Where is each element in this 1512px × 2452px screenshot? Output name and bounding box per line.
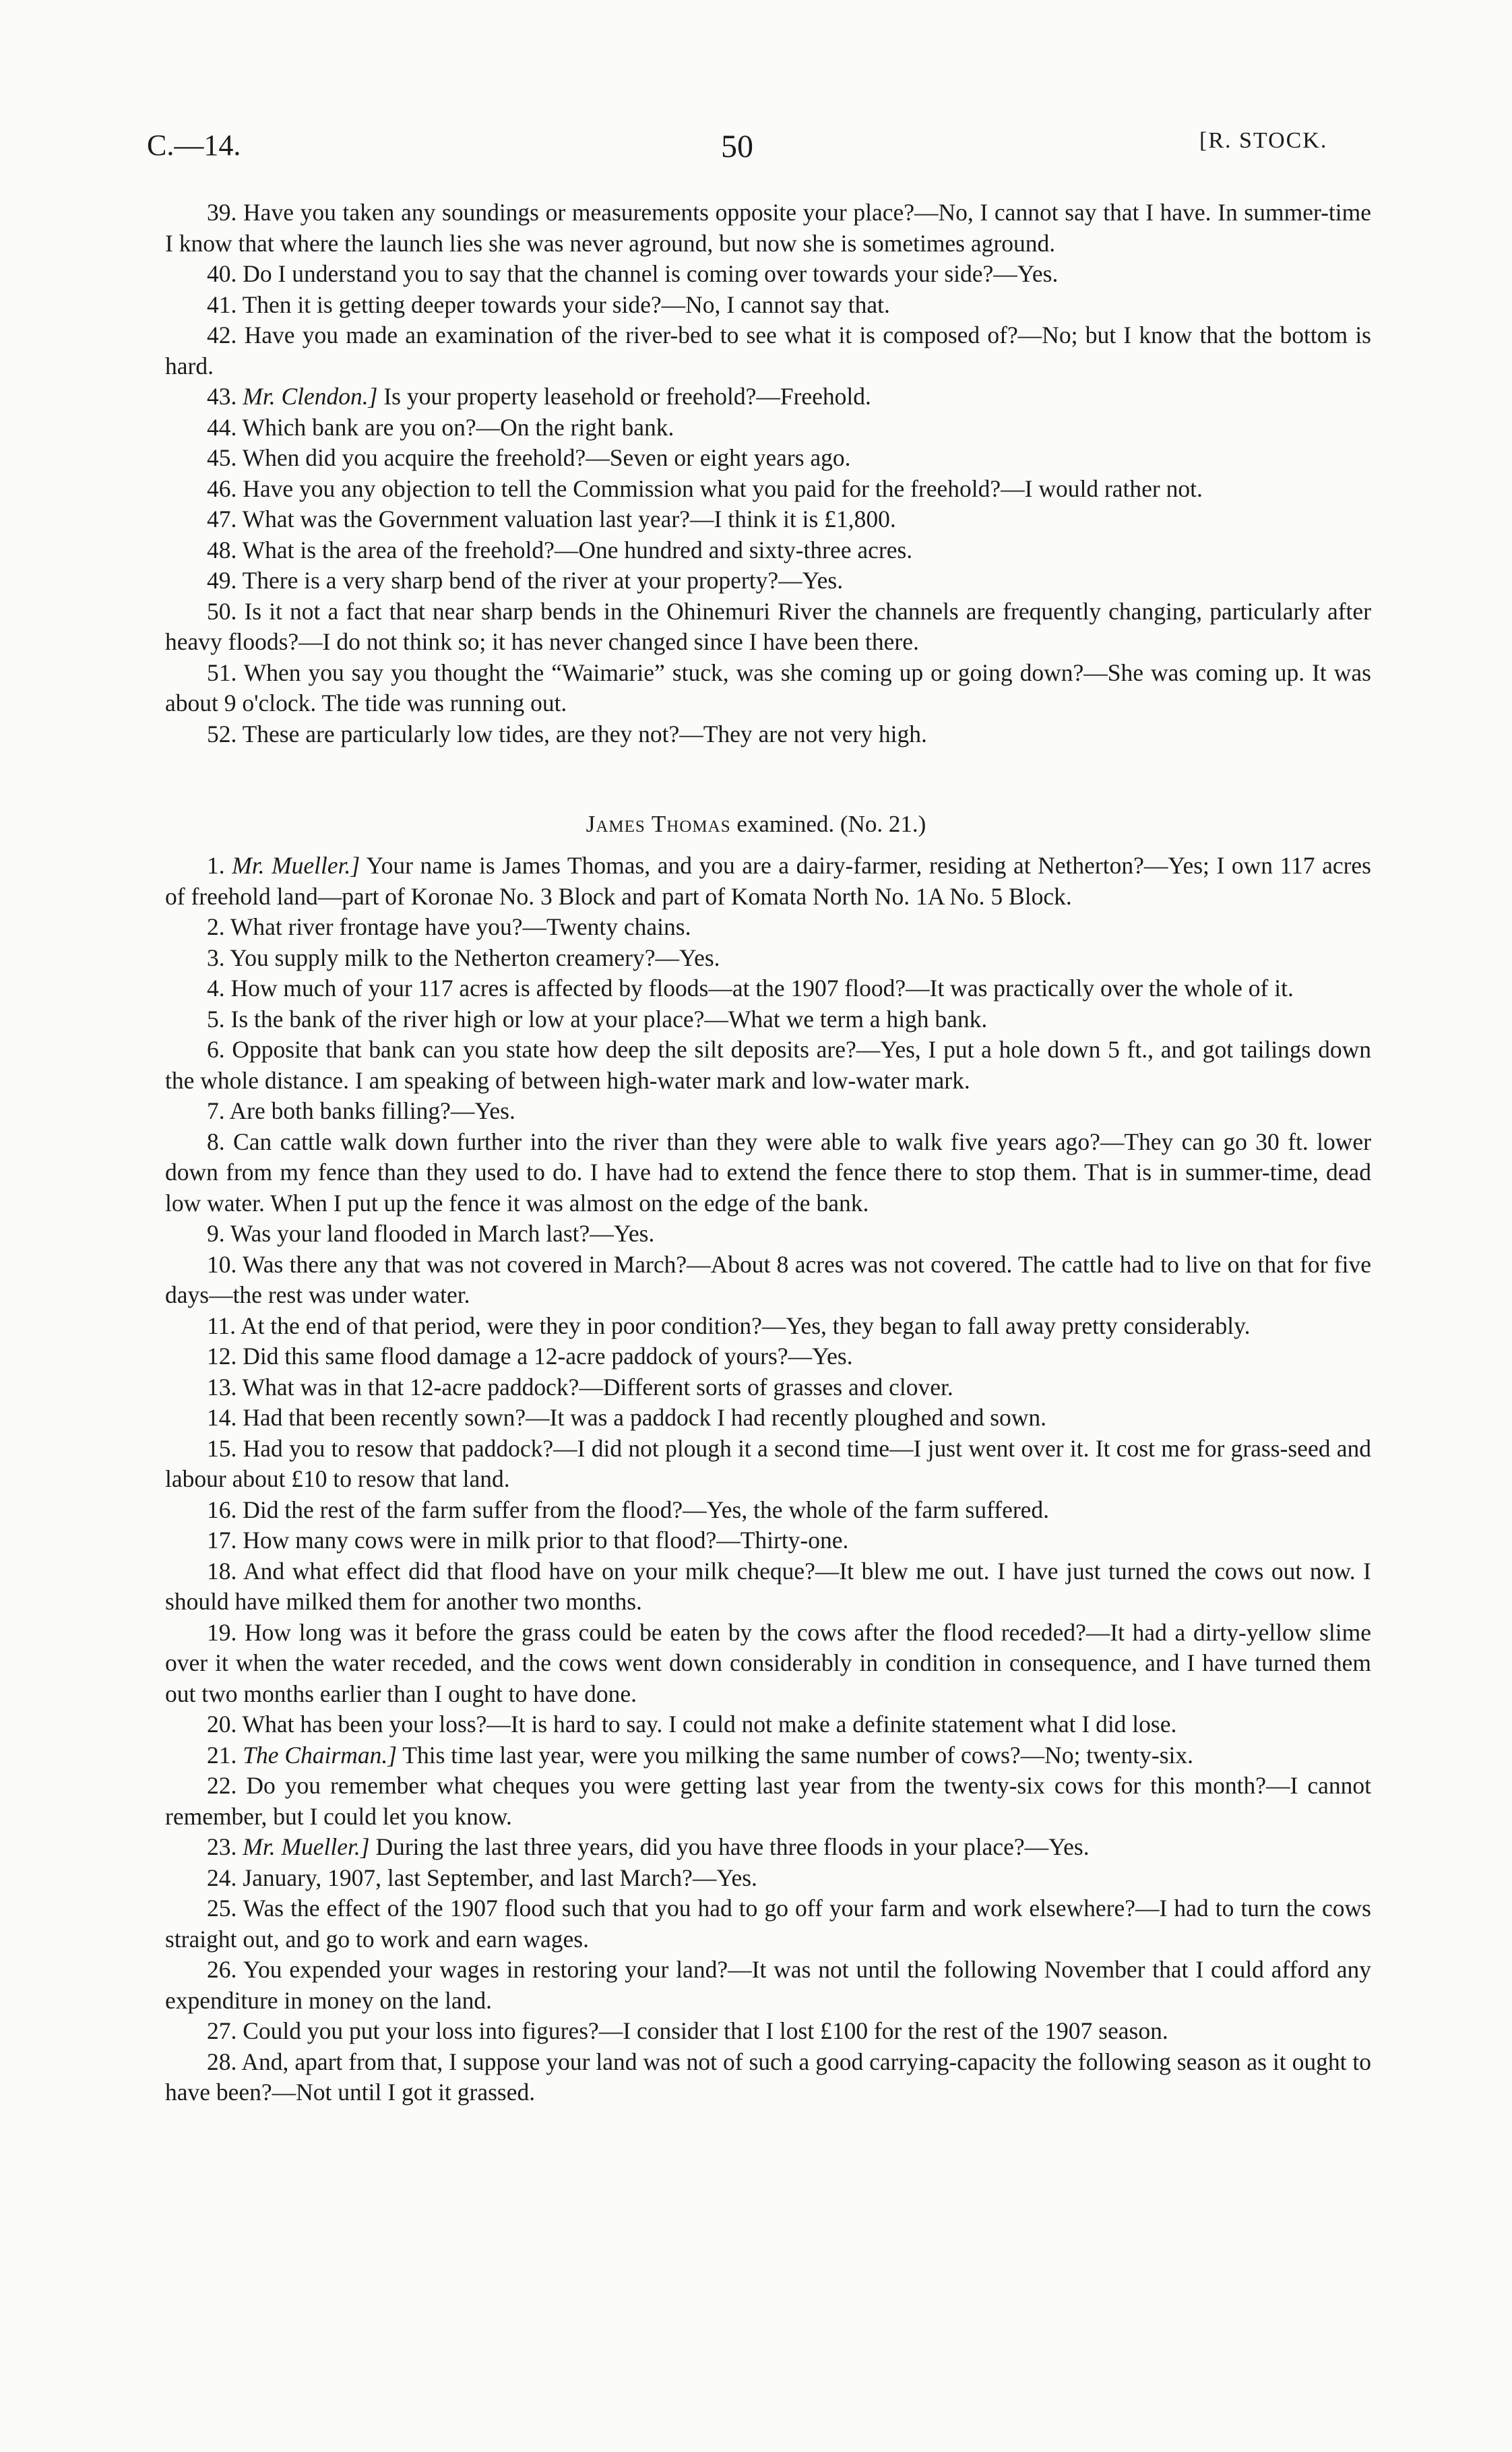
question-text: 40. Do I understand you to say that the channel is coming over towards your side?—Yes. bbox=[207, 260, 1059, 287]
testimony-continued bbox=[165, 197, 1371, 749]
question-answer bbox=[165, 1341, 1371, 1372]
question-answer bbox=[165, 1403, 1371, 1434]
question-answer bbox=[165, 381, 1371, 412]
question-number: 1. bbox=[207, 852, 225, 879]
page-number: 50 bbox=[721, 129, 753, 164]
witness-name-header: [R. STOCK. bbox=[1199, 128, 1328, 153]
question-answer bbox=[165, 1709, 1371, 1740]
question-text: During the last three years, did you have three floods in your place?—Yes. bbox=[375, 1833, 1090, 1860]
question-text: 26. You expended your wages in restoring your land?—It was not until the following November that I could afford any expenditure in money on the land. bbox=[165, 1956, 1371, 2014]
question-answer bbox=[165, 2016, 1371, 2047]
question-text: 7. Are both banks filling?—Yes. bbox=[207, 1097, 515, 1124]
question-text: 47. What was the Government valuation last year?—I think it is £1,800. bbox=[207, 505, 896, 532]
question-answer bbox=[165, 1495, 1371, 1526]
question-text: 18. And what effect did that flood have on your milk cheque?—It blew me out. I have just turned the cows out now. I should have milked them for another two months. bbox=[165, 1557, 1371, 1615]
question-answer bbox=[165, 1035, 1371, 1096]
question-text: 20. What has been your loss?—It is hard to say. I could not make a definite statement what I did lose. bbox=[207, 1711, 1177, 1738]
question-answer bbox=[165, 719, 1371, 750]
question-text: 44. Which bank are you on?—On the right bank. bbox=[207, 413, 674, 441]
question-text: 5. Is the bank of the river high or low at your place?—What we term a high bank. bbox=[207, 1005, 988, 1033]
question-answer bbox=[165, 1096, 1371, 1127]
question-text: 46. Have you any objection to tell the Commission what you paid for the freehold?—I would rather not. bbox=[207, 474, 1203, 502]
question-text: 14. Had that been recently sown?—It was a paddock I had recently ploughed and sown. bbox=[207, 1404, 1047, 1431]
question-answer bbox=[165, 1219, 1371, 1250]
question-answer bbox=[165, 851, 1371, 912]
question-answer bbox=[165, 1955, 1371, 2016]
question-answer bbox=[165, 1893, 1371, 1955]
question-answer bbox=[165, 1740, 1371, 1771]
question-number: 21. bbox=[207, 1741, 237, 1769]
question-text: 45. When did you acquire the freehold?—Seven or eight years ago. bbox=[207, 444, 851, 471]
examination-label: examined. (No. 21.) bbox=[730, 811, 926, 837]
question-answer bbox=[165, 565, 1371, 596]
question-answer bbox=[165, 973, 1371, 1004]
question-answer bbox=[165, 596, 1371, 658]
question-number: 23. bbox=[207, 1833, 237, 1860]
question-text: 10. Was there any that was not covered in March?—About 8 acres was not covered. The cattle had to live on that for five days—the rest was under water. bbox=[165, 1250, 1371, 1308]
question-text: 27. Could you put your loss into figures?—I consider that I lost £100 for the rest of the 1907 season. bbox=[207, 2017, 1168, 2044]
question-text: This time last year, were you milking the same number of cows?—No; twenty-six. bbox=[402, 1741, 1194, 1769]
question-answer bbox=[165, 1771, 1371, 1832]
question-text: Your name is James Thomas, and you are a dairy-farmer, residing at Netherton?—Yes; I own 117 acres of freehold land—part of Koronae No. 3 Block and part of Komata North No. 1A No. 5 Block. bbox=[165, 852, 1371, 910]
question-text: 52. These are particularly low tides, are they not?—They are not very high. bbox=[207, 720, 927, 747]
question-answer bbox=[165, 1372, 1371, 1403]
question-text: 6. Opposite that bank can you state how deep the silt deposits are?—Yes, I put a hole down 5 ft., and got tailings down the whole distance. I am speaking of between high-water mark and low-water mark. bbox=[165, 1036, 1371, 1094]
question-answer bbox=[165, 504, 1371, 535]
question-answer bbox=[165, 1250, 1371, 1311]
question-answer bbox=[165, 912, 1371, 943]
section-heading bbox=[0, 811, 1512, 838]
question-answer bbox=[165, 197, 1371, 259]
speaker-label: Mr. Mueller.] bbox=[243, 1833, 370, 1860]
question-answer bbox=[165, 1556, 1371, 1618]
question-answer bbox=[165, 535, 1371, 566]
speaker-label: Mr. Mueller.] bbox=[232, 852, 360, 879]
question-text: 22. Do you remember what cheques you were getting last year from the twenty-six cows for this month?—I cannot remember, but I could let you know. bbox=[165, 1772, 1371, 1830]
question-text: 11. At the end of that period, were they in poor condition?—Yes, they began to fall away pretty considerably. bbox=[207, 1312, 1251, 1339]
question-text: 15. Had you to resow that paddock?—I did not plough it a second time—I just went over it. It cost me for grass-seed and labour about £10 to resow that land. bbox=[165, 1434, 1371, 1492]
question-text: 3. You supply milk to the Netherton creamery?—Yes. bbox=[207, 944, 720, 971]
question-text: 2. What river frontage have you?—Twenty chains. bbox=[207, 913, 691, 940]
question-answer bbox=[165, 412, 1371, 443]
question-answer bbox=[165, 943, 1371, 974]
question-text: 50. Is it not a fact that near sharp bends in the Ohinemuri River the channels are frequently changing, particularly after heavy floods?—I do not think so; it has never changed since I have been there. bbox=[165, 597, 1371, 655]
question-answer bbox=[165, 443, 1371, 474]
question-answer bbox=[165, 1525, 1371, 1556]
speaker-label: The Chairman.] bbox=[243, 1741, 398, 1769]
question-text: 24. January, 1907, last September, and last March?—Yes. bbox=[207, 1864, 757, 1891]
question-text: Is your property leasehold or freehold?—Freehold. bbox=[383, 383, 871, 410]
question-text: 16. Did the rest of the farm suffer from the flood?—Yes, the whole of the farm suffered. bbox=[207, 1496, 1050, 1523]
question-text: 41. Then it is getting deeper towards your side?—No, I cannot say that. bbox=[207, 290, 890, 318]
question-answer bbox=[165, 1863, 1371, 1894]
question-text: 4. How much of your 117 acres is affected by floods—at the 1907 flood?—It was practically over the whole of it. bbox=[207, 975, 1294, 1002]
question-answer bbox=[165, 259, 1371, 290]
testimony-james-thomas bbox=[165, 851, 1371, 2108]
question-answer bbox=[165, 1004, 1371, 1035]
question-answer bbox=[165, 320, 1371, 381]
document-reference: C.—14. bbox=[147, 129, 241, 162]
question-answer bbox=[165, 1832, 1371, 1863]
speaker-label: Mr. Clendon.] bbox=[243, 383, 378, 410]
question-text: 25. Was the effect of the 1907 flood such that you had to go off your farm and work elsewhere?—I had to turn the cows straight out, and go to work and earn wages. bbox=[165, 1895, 1371, 1953]
question-answer bbox=[165, 2047, 1371, 2108]
question-text: 48. What is the area of the freehold?—One hundred and sixty-three acres. bbox=[207, 536, 913, 563]
question-answer bbox=[165, 1127, 1371, 1219]
witness-name: James Thomas bbox=[586, 811, 731, 837]
question-answer bbox=[165, 1311, 1371, 1342]
question-answer bbox=[165, 474, 1371, 505]
question-text: 19. How long was it before the grass could be eaten by the cows after the flood receded?—It had a dirty-yellow slime over it when the water receded, and the cows went down considerably in condition in consequence, and I have turned them out two months earlier than I ought to have done. bbox=[165, 1618, 1371, 1707]
question-text: 42. Have you made an examination of the river-bed to see what it is composed of?—No; but I know that the bottom is hard. bbox=[165, 321, 1371, 379]
question-text: 49. There is a very sharp bend of the river at your property?—Yes. bbox=[207, 567, 844, 594]
question-text: 28. And, apart from that, I suppose your land was not of such a good carrying-capacity the following season as it ought to have been?—Not until I got it grassed. bbox=[165, 2048, 1371, 2106]
question-text: 51. When you say you thought the “Waimarie” stuck, was she coming up or going down?—She was coming up. It was about 9 o'clock. The tide was running out. bbox=[165, 658, 1371, 716]
question-text: 39. Have you taken any soundings or measurements opposite your place?—No, I cannot say that I have. In summer-time I know that where the launch lies she was never aground, but now she is sometimes aground. bbox=[165, 199, 1371, 257]
question-text: 17. How many cows were in milk prior to that flood?—Thirty-one. bbox=[207, 1527, 849, 1554]
question-text: 12. Did this same flood damage a 12-acre paddock of yours?—Yes. bbox=[207, 1343, 853, 1370]
question-answer bbox=[165, 1618, 1371, 1710]
question-text: 13. What was in that 12-acre paddock?—Different sorts of grasses and clover. bbox=[207, 1373, 953, 1401]
question-number: 43. bbox=[207, 383, 237, 410]
question-answer bbox=[165, 1434, 1371, 1495]
question-answer bbox=[165, 658, 1371, 719]
question-text: 8. Can cattle walk down further into the river than they were able to walk five years ago?—They can go 30 ft. lower down from my fence than they used to do. I have had to extend the fence there to stop them. That is in summer-time, dead low water. When I put up the fence it was almost on the edge of the bank. bbox=[165, 1128, 1371, 1217]
question-text: 9. Was your land flooded in March last?—Yes. bbox=[207, 1220, 655, 1247]
question-answer bbox=[165, 290, 1371, 321]
